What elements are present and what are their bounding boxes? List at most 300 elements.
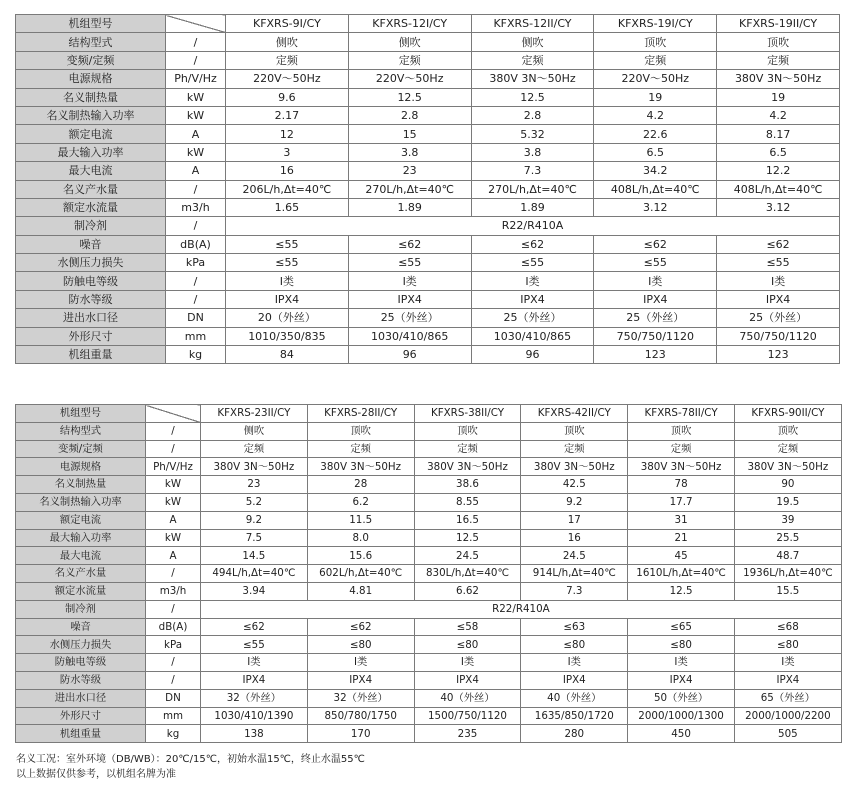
value-cell: 5.2 (201, 493, 308, 511)
value-cell: 96 (348, 346, 471, 364)
value-cell: 14.5 (201, 547, 308, 565)
unit-cell: / (146, 671, 201, 689)
value-cell: I类 (348, 272, 471, 290)
value-cell: I类 (226, 272, 349, 290)
unit-cell: / (166, 290, 226, 308)
row-label-cell: 水侧压力损失 (16, 636, 146, 654)
unit-cell: DN (166, 309, 226, 327)
value-cell: 16 (521, 529, 628, 547)
diagonal-header-cell (146, 405, 201, 423)
value-cell: 380V 3N～50Hz (734, 458, 841, 476)
value-cell: 39 (734, 511, 841, 529)
value-cell: I类 (734, 654, 841, 672)
table-row (16, 476, 842, 494)
value-cell: 19.5 (734, 493, 841, 511)
value-cell: 450 (628, 725, 735, 743)
unit-cell: / (146, 422, 201, 440)
value-cell: ≤80 (307, 636, 414, 654)
row-label-cell: 最大输入功率 (16, 529, 146, 547)
value-cell: 123 (594, 346, 717, 364)
value-cell: 380V 3N～50Hz (471, 70, 594, 88)
value-cell: 206L/h,Δt=40℃ (226, 180, 349, 198)
unit-cell: kPa (146, 636, 201, 654)
value-cell: ≤55 (201, 636, 308, 654)
value-cell: 31 (628, 511, 735, 529)
value-cell: 3.8 (471, 143, 594, 161)
table-row (16, 198, 840, 216)
value-cell: 220V～50Hz (348, 70, 471, 88)
value-cell: 380V 3N～50Hz (307, 458, 414, 476)
table-row (16, 565, 842, 583)
value-cell: 4.2 (717, 106, 840, 124)
value-cell: 16.5 (414, 511, 521, 529)
value-cell: IPX4 (226, 290, 349, 308)
value-cell: 侧吹 (201, 422, 308, 440)
value-cell: 235 (414, 725, 521, 743)
value-cell: ≤80 (521, 636, 628, 654)
value-cell: 84 (226, 346, 349, 364)
value-cell: 22.6 (594, 125, 717, 143)
unit-cell: kW (166, 88, 226, 106)
table-row (16, 180, 840, 198)
value-cell: 1610L/h,Δt=40℃ (628, 565, 735, 583)
value-cell: ≤58 (414, 618, 521, 636)
value-cell: 280 (521, 725, 628, 743)
model-name-cell: KFXRS-19I/CY (594, 15, 717, 33)
table-row (16, 600, 842, 618)
value-cell: 5.32 (471, 125, 594, 143)
value-cell: 78 (628, 476, 735, 494)
row-label-cell: 水侧压力损失 (16, 254, 166, 272)
value-cell: 3.12 (594, 198, 717, 216)
value-cell: 12.2 (717, 162, 840, 180)
unit-cell: m3/h (166, 198, 226, 216)
spec-table-2 (15, 404, 842, 743)
value-cell: 220V～50Hz (226, 70, 349, 88)
unit-cell: kW (146, 529, 201, 547)
value-cell: 23 (201, 476, 308, 494)
value-cell: 6.62 (414, 582, 521, 600)
value-cell: 12 (226, 125, 349, 143)
value-cell: 侧吹 (226, 33, 349, 51)
unit-cell: / (166, 217, 226, 235)
unit-cell: kW (166, 106, 226, 124)
unit-cell: A (146, 511, 201, 529)
value-cell: 19 (594, 88, 717, 106)
table-row (16, 618, 842, 636)
table-row (16, 346, 840, 364)
value-cell: 12.5 (348, 88, 471, 106)
unit-cell: / (166, 180, 226, 198)
value-cell: 25（外丝） (717, 309, 840, 327)
model-name-cell: KFXRS-9I/CY (226, 15, 349, 33)
table-row (16, 511, 842, 529)
value-cell: 7.5 (201, 529, 308, 547)
value-cell: 顶吹 (594, 33, 717, 51)
table-row (16, 636, 842, 654)
table-row (16, 422, 842, 440)
value-cell: 2.8 (348, 106, 471, 124)
value-cell: ≤80 (734, 636, 841, 654)
value-cell: 170 (307, 725, 414, 743)
value-cell: 顶吹 (628, 422, 735, 440)
value-cell: 1010/350/835 (226, 327, 349, 345)
value-cell: 顶吹 (717, 33, 840, 51)
value-cell: ≤62 (348, 235, 471, 253)
row-label-cell: 防水等级 (16, 290, 166, 308)
unit-cell: / (166, 51, 226, 69)
table-row (16, 725, 842, 743)
value-cell: ≤55 (717, 254, 840, 272)
value-cell: 408L/h,Δt=40℃ (594, 180, 717, 198)
unit-cell: / (146, 600, 201, 618)
value-cell: IPX4 (471, 290, 594, 308)
value-cell: 11.5 (307, 511, 414, 529)
value-cell: ≤63 (521, 618, 628, 636)
value-cell: ≤62 (307, 618, 414, 636)
value-cell: 750/750/1120 (717, 327, 840, 345)
table-row (16, 235, 840, 253)
value-cell: 定频 (226, 51, 349, 69)
value-cell: 65（外丝） (734, 689, 841, 707)
table-row (16, 106, 840, 124)
row-label-cell: 制冷剂 (16, 217, 166, 235)
value-cell: 2000/1000/1300 (628, 707, 735, 725)
value-cell: 380V 3N～50Hz (201, 458, 308, 476)
value-cell: 2.17 (226, 106, 349, 124)
value-cell: ≤62 (594, 235, 717, 253)
row-label-cell: 防触电等级 (16, 272, 166, 290)
value-cell: ≤55 (348, 254, 471, 272)
value-cell: IPX4 (717, 290, 840, 308)
merged-value-cell: R22/R410A (226, 217, 840, 235)
footer-note-disclaimer: 以上数据仅供参考，以机组名牌为准 (16, 769, 176, 780)
row-label-cell: 变频/定频 (16, 440, 146, 458)
model-name-cell: KFXRS-90II/CY (734, 405, 841, 423)
unit-cell: dB(A) (146, 618, 201, 636)
value-cell: I类 (628, 654, 735, 672)
table-row (16, 654, 842, 672)
value-cell: 2000/1000/2200 (734, 707, 841, 725)
row-label-cell: 结构型式 (16, 33, 166, 51)
value-cell: 12.5 (471, 88, 594, 106)
row-label-cell: 变频/定频 (16, 51, 166, 69)
value-cell: 12.5 (414, 529, 521, 547)
merged-value-cell: R22/R410A (201, 600, 842, 618)
value-cell: 4.81 (307, 582, 414, 600)
row-label-cell: 最大输入功率 (16, 143, 166, 161)
model-name-cell: KFXRS-42II/CY (521, 405, 628, 423)
row-label-cell: 额定水流量 (16, 582, 146, 600)
model-name-cell: KFXRS-23II/CY (201, 405, 308, 423)
value-cell: 90 (734, 476, 841, 494)
value-cell: 602L/h,Δt=40℃ (307, 565, 414, 583)
model-name-cell: KFXRS-78II/CY (628, 405, 735, 423)
row-label-cell: 结构型式 (16, 422, 146, 440)
value-cell: 3 (226, 143, 349, 161)
value-cell: 42.5 (521, 476, 628, 494)
value-cell: 8.17 (717, 125, 840, 143)
value-cell: 3.8 (348, 143, 471, 161)
row-label-cell: 额定水流量 (16, 198, 166, 216)
row-label-cell: 噪音 (16, 618, 146, 636)
unit-cell: / (146, 654, 201, 672)
value-cell: 830L/h,Δt=40℃ (414, 565, 521, 583)
value-cell: 21 (628, 529, 735, 547)
unit-cell: DN (146, 689, 201, 707)
unit-cell: / (146, 440, 201, 458)
unit-cell: kW (146, 476, 201, 494)
unit-cell: A (166, 162, 226, 180)
value-cell: 8.0 (307, 529, 414, 547)
value-cell: 25.5 (734, 529, 841, 547)
table-row (16, 582, 842, 600)
value-cell: 19 (717, 88, 840, 106)
value-cell: 15 (348, 125, 471, 143)
table-row (16, 143, 840, 161)
value-cell: IPX4 (307, 671, 414, 689)
value-cell: 侧吹 (348, 33, 471, 51)
row-label-cell: 最大电流 (16, 547, 146, 565)
value-cell: 380V 3N～50Hz (521, 458, 628, 476)
value-cell: 408L/h,Δt=40℃ (717, 180, 840, 198)
table-row (16, 547, 842, 565)
unit-cell: kW (166, 143, 226, 161)
table-row (16, 671, 842, 689)
unit-cell: m3/h (146, 582, 201, 600)
value-cell: ≤62 (201, 618, 308, 636)
value-cell: 914L/h,Δt=40℃ (521, 565, 628, 583)
table-row (16, 217, 840, 235)
table-row (16, 254, 840, 272)
value-cell: 12.5 (628, 582, 735, 600)
value-cell: I类 (201, 654, 308, 672)
table-row (16, 309, 840, 327)
value-cell: ≤68 (734, 618, 841, 636)
value-cell: 7.3 (471, 162, 594, 180)
value-cell: ≤65 (628, 618, 735, 636)
value-cell: 1030/410/865 (471, 327, 594, 345)
row-label-cell: 电源规格 (16, 70, 166, 88)
value-cell: I类 (471, 272, 594, 290)
row-label-cell: 进出水口径 (16, 309, 166, 327)
value-cell: 23 (348, 162, 471, 180)
value-cell: 6.2 (307, 493, 414, 511)
model-header-label: 机组型号 (16, 405, 146, 423)
value-cell: 定频 (594, 51, 717, 69)
unit-cell: A (146, 547, 201, 565)
row-label-cell: 名义产水量 (16, 180, 166, 198)
unit-cell: kPa (166, 254, 226, 272)
value-cell: 380V 3N～50Hz (414, 458, 521, 476)
value-cell: 顶吹 (521, 422, 628, 440)
model-header-label: 机组型号 (16, 15, 166, 33)
unit-cell: A (166, 125, 226, 143)
value-cell: 1.89 (348, 198, 471, 216)
value-cell: 9.2 (521, 493, 628, 511)
value-cell: 定频 (734, 440, 841, 458)
header-row (16, 405, 842, 423)
value-cell: 28 (307, 476, 414, 494)
value-cell: 顶吹 (734, 422, 841, 440)
row-label-cell: 机组重量 (16, 346, 166, 364)
unit-cell: kW (146, 493, 201, 511)
value-cell: 34.2 (594, 162, 717, 180)
value-cell: 750/750/1120 (594, 327, 717, 345)
row-label-cell: 名义制热输入功率 (16, 493, 146, 511)
row-label-cell: 防触电等级 (16, 654, 146, 672)
value-cell: 定频 (348, 51, 471, 69)
value-cell: 24.5 (521, 547, 628, 565)
value-cell: ≤55 (226, 254, 349, 272)
model-name-cell: KFXRS-28II/CY (307, 405, 414, 423)
value-cell: I类 (307, 654, 414, 672)
unit-cell: kg (166, 346, 226, 364)
value-cell: 270L/h,Δt=40℃ (471, 180, 594, 198)
unit-cell: / (166, 33, 226, 51)
footer-note-conditions: 名义工况：室外环境（DB/WB）：20℃/15℃，初始水温15℃，终止水温55℃ (16, 754, 365, 765)
value-cell: 45 (628, 547, 735, 565)
value-cell: IPX4 (734, 671, 841, 689)
row-label-cell: 最大电流 (16, 162, 166, 180)
unit-cell: / (166, 272, 226, 290)
value-cell: 40（外丝） (414, 689, 521, 707)
value-cell: 32（外丝） (201, 689, 308, 707)
spec-table-1 (15, 14, 840, 364)
value-cell: 侧吹 (471, 33, 594, 51)
row-label-cell: 进出水口径 (16, 689, 146, 707)
value-cell: 38.6 (414, 476, 521, 494)
value-cell: 1500/750/1120 (414, 707, 521, 725)
table-row (16, 88, 840, 106)
row-label-cell: 电源规格 (16, 458, 146, 476)
value-cell: 380V 3N～50Hz (717, 70, 840, 88)
value-cell: 48.7 (734, 547, 841, 565)
value-cell: 2.8 (471, 106, 594, 124)
value-cell: 1.65 (226, 198, 349, 216)
row-label-cell: 机组重量 (16, 725, 146, 743)
value-cell: 1635/850/1720 (521, 707, 628, 725)
row-label-cell: 制冷剂 (16, 600, 146, 618)
value-cell: 25（外丝） (348, 309, 471, 327)
value-cell: 25（外丝） (594, 309, 717, 327)
value-cell: 定频 (521, 440, 628, 458)
value-cell: 3.12 (717, 198, 840, 216)
value-cell: 850/780/1750 (307, 707, 414, 725)
value-cell: IPX4 (594, 290, 717, 308)
value-cell: 6.5 (594, 143, 717, 161)
value-cell: 1030/410/865 (348, 327, 471, 345)
value-cell: ≤55 (594, 254, 717, 272)
value-cell: 4.2 (594, 106, 717, 124)
value-cell: ≤80 (628, 636, 735, 654)
table-row (16, 33, 840, 51)
value-cell: 270L/h,Δt=40℃ (348, 180, 471, 198)
value-cell: 494L/h,Δt=40℃ (201, 565, 308, 583)
row-label-cell: 额定电流 (16, 511, 146, 529)
table-row (16, 162, 840, 180)
value-cell: 25（外丝） (471, 309, 594, 327)
value-cell: 7.3 (521, 582, 628, 600)
model-name-cell: KFXRS-38II/CY (414, 405, 521, 423)
unit-cell: mm (166, 327, 226, 345)
model-name-cell: KFXRS-12I/CY (348, 15, 471, 33)
table-row (16, 327, 840, 345)
value-cell: 138 (201, 725, 308, 743)
unit-cell: Ph/V/Hz (146, 458, 201, 476)
value-cell: 1936L/h,Δt=40℃ (734, 565, 841, 583)
value-cell: IPX4 (521, 671, 628, 689)
value-cell: 40（外丝） (521, 689, 628, 707)
value-cell: 1030/410/1390 (201, 707, 308, 725)
value-cell: 定频 (471, 51, 594, 69)
value-cell: I类 (717, 272, 840, 290)
header-row (16, 15, 840, 33)
unit-cell: mm (146, 707, 201, 725)
value-cell: 定频 (628, 440, 735, 458)
value-cell: 定频 (201, 440, 308, 458)
value-cell: I类 (594, 272, 717, 290)
table-row (16, 272, 840, 290)
value-cell: 16 (226, 162, 349, 180)
value-cell: 50（外丝） (628, 689, 735, 707)
value-cell: 20（外丝） (226, 309, 349, 327)
value-cell: I类 (521, 654, 628, 672)
table-row (16, 51, 840, 69)
value-cell: 9.6 (226, 88, 349, 106)
unit-cell: / (146, 565, 201, 583)
table-row (16, 290, 840, 308)
value-cell: 15.6 (307, 547, 414, 565)
value-cell: IPX4 (348, 290, 471, 308)
value-cell: 6.5 (717, 143, 840, 161)
table-row (16, 529, 842, 547)
table-row (16, 125, 840, 143)
value-cell: 220V～50Hz (594, 70, 717, 88)
value-cell: 17 (521, 511, 628, 529)
value-cell: ≤55 (471, 254, 594, 272)
table-row (16, 493, 842, 511)
value-cell: 32（外丝） (307, 689, 414, 707)
value-cell: IPX4 (414, 671, 521, 689)
value-cell: 15.5 (734, 582, 841, 600)
row-label-cell: 额定电流 (16, 125, 166, 143)
table-row (16, 458, 842, 476)
value-cell: 9.2 (201, 511, 308, 529)
value-cell: 505 (734, 725, 841, 743)
value-cell: IPX4 (628, 671, 735, 689)
value-cell: 17.7 (628, 493, 735, 511)
row-label-cell: 噪音 (16, 235, 166, 253)
value-cell: ≤62 (471, 235, 594, 253)
table-row (16, 707, 842, 725)
value-cell: ≤80 (414, 636, 521, 654)
diagonal-header-cell (166, 15, 226, 33)
value-cell: 24.5 (414, 547, 521, 565)
value-cell: 定频 (414, 440, 521, 458)
model-name-cell: KFXRS-19II/CY (717, 15, 840, 33)
value-cell: 123 (717, 346, 840, 364)
unit-cell: dB(A) (166, 235, 226, 253)
table-row (16, 689, 842, 707)
row-label-cell: 名义制热量 (16, 88, 166, 106)
unit-cell: kg (146, 725, 201, 743)
value-cell: I类 (414, 654, 521, 672)
value-cell: 定频 (717, 51, 840, 69)
value-cell: ≤55 (226, 235, 349, 253)
row-label-cell: 名义制热量 (16, 476, 146, 494)
value-cell: ≤62 (717, 235, 840, 253)
